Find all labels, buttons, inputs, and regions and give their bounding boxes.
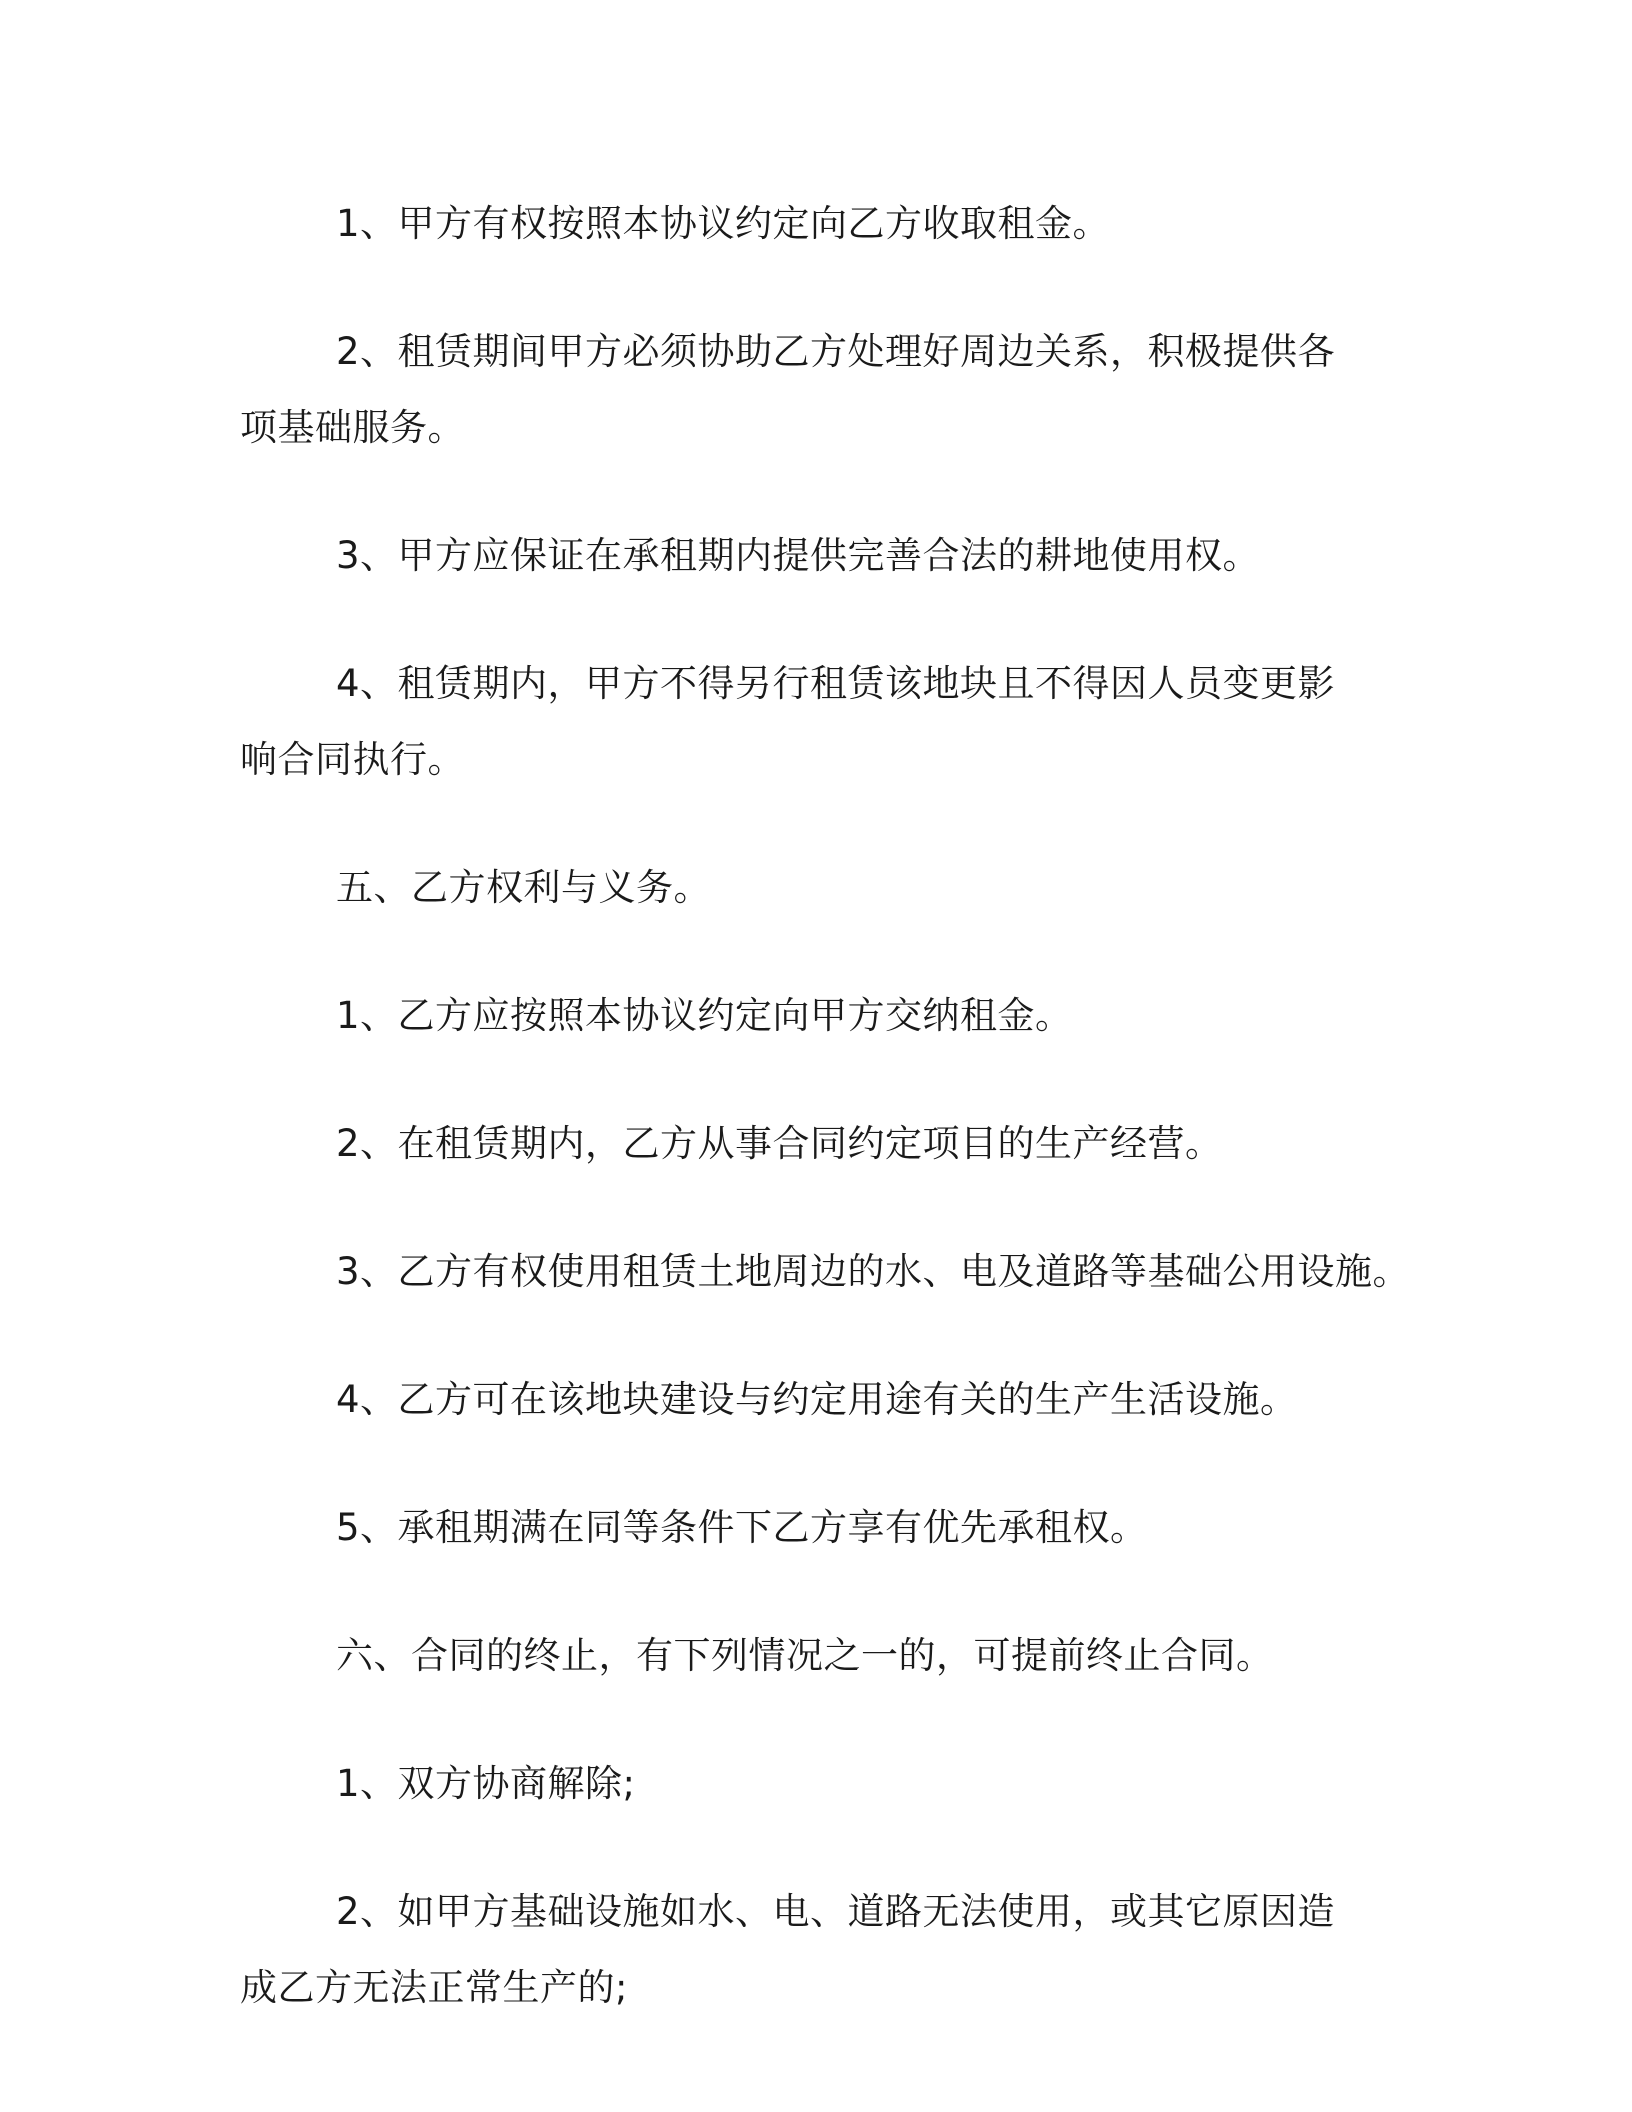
paragraph-landlord-guarantee-land-use: 3、甲方应保证在承租期内提供完善合法的耕地使用权。	[336, 534, 1261, 577]
paragraph-landlord-assist-relations: 2、租赁期间甲方必须协助乙方处理好周边关系，积极提供各项基础服务。	[240, 330, 1336, 449]
paragraph-tenant-renewal-priority: 5、承租期满在同等条件下乙方享有优先承租权。	[336, 1506, 1148, 1549]
paragraph-tenant-use-facilities: 3、乙方有权使用租赁土地周边的水、电及道路等基础公用设施。	[336, 1250, 1411, 1293]
paragraph-tenant-build-facilities: 4、乙方可在该地块建设与约定用途有关的生产生活设施。	[336, 1378, 1298, 1421]
paragraph-tenant-operations: 2、在租赁期内，乙方从事合同约定项目的生产经营。	[336, 1122, 1223, 1165]
paragraph-landlord-right-collect-rent: 1、甲方有权按照本协议约定向乙方收取租金。	[336, 202, 1111, 245]
paragraph-termination-mutual: 1、双方协商解除;	[336, 1762, 636, 1805]
paragraph-termination-infrastructure: 2、如甲方基础设施如水、电、道路无法使用，或其它原因造成乙方无法正常生产的;	[240, 1890, 1336, 2009]
paragraph-landlord-no-re-lease: 4、租赁期内，甲方不得另行租赁该地块且不得因人员变更影响合同执行。	[240, 662, 1336, 781]
section-heading-termination: 六、合同的终止，有下列情况之一的，可提前终止合同。	[336, 1634, 1274, 1677]
section-heading-tenant-rights: 五、乙方权利与义务。	[336, 866, 711, 909]
paragraph-tenant-pay-rent: 1、乙方应按照本协议约定向甲方交纳租金。	[336, 994, 1073, 1037]
document-body	[240, 186, 1411, 2078]
